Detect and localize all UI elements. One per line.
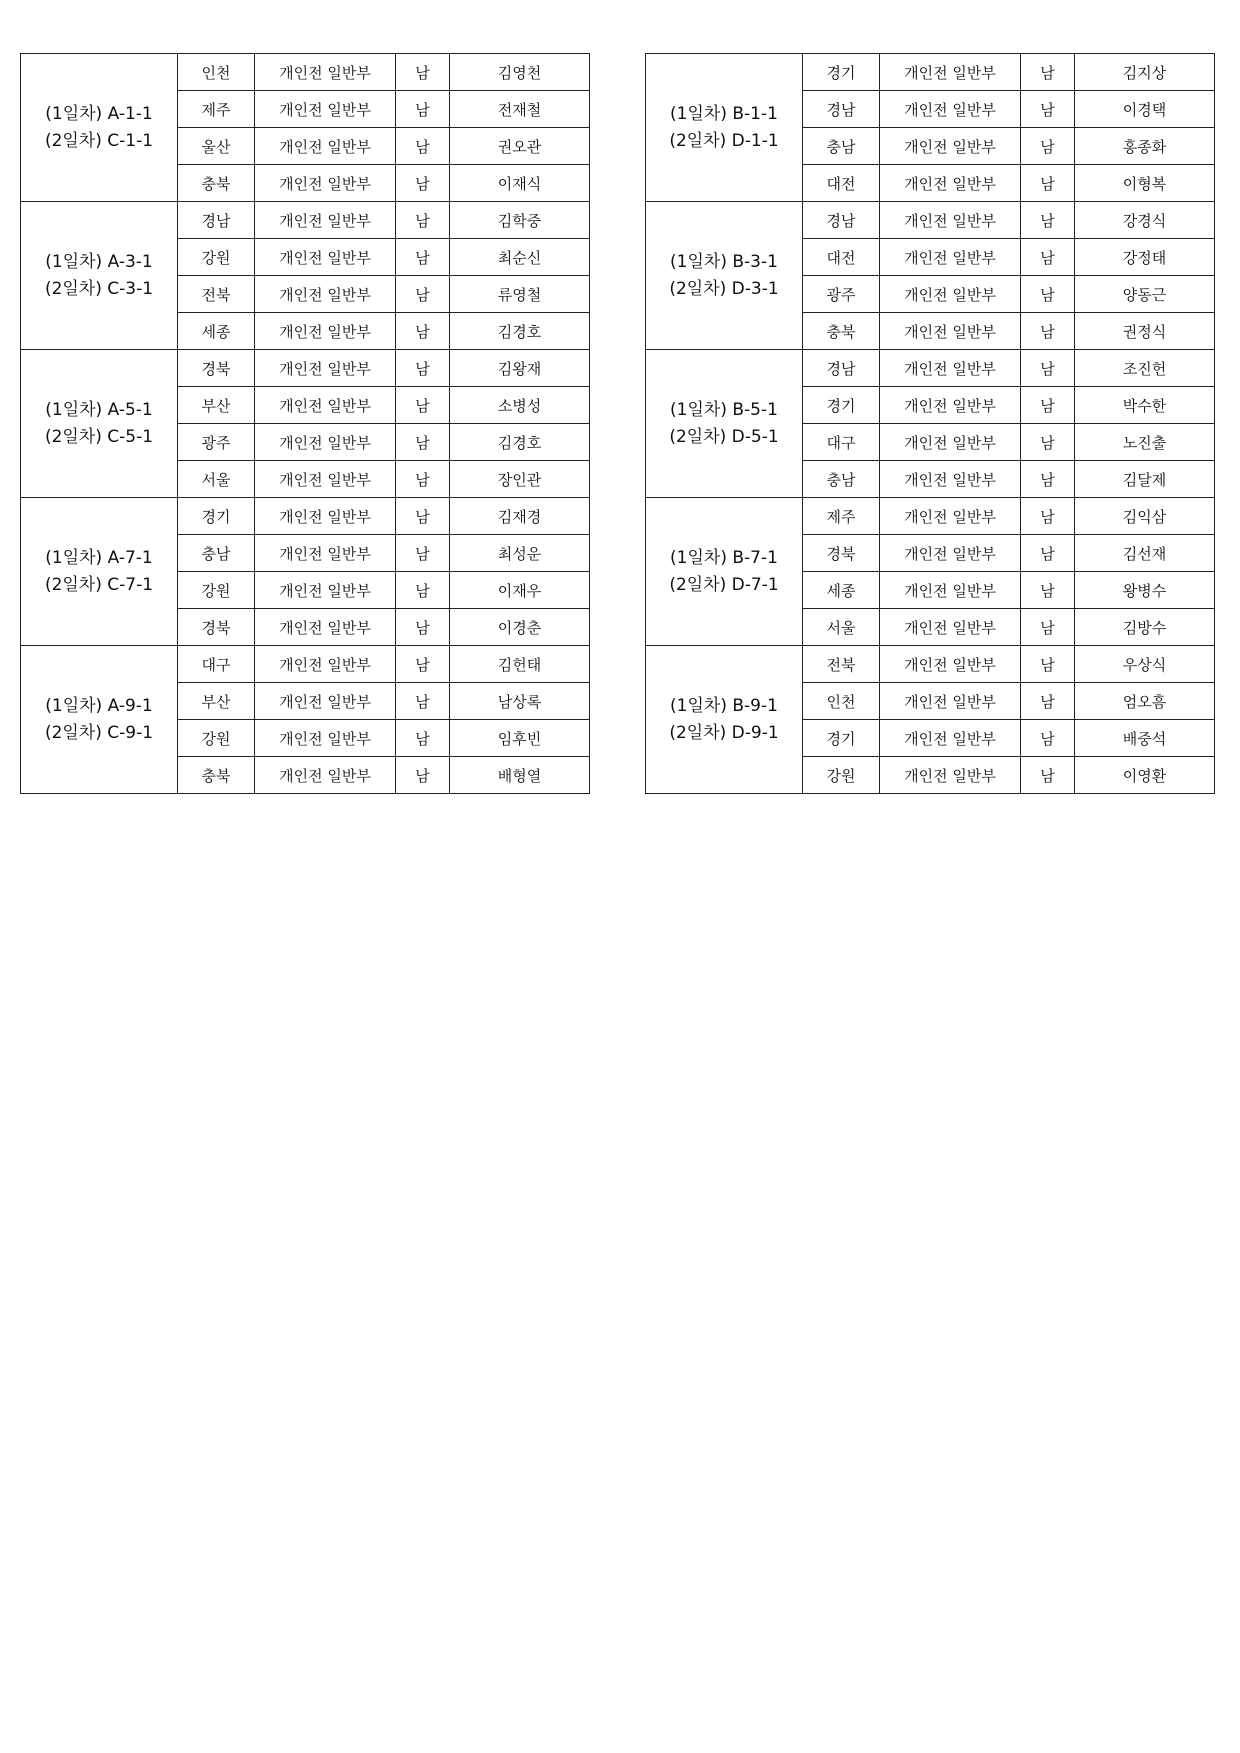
- player-name-cell: 장인관: [450, 461, 590, 498]
- gender-cell: 남: [1021, 498, 1075, 535]
- event-cell: 개인전 일반부: [255, 239, 396, 276]
- player-name-cell: 전재철: [450, 91, 590, 128]
- day2-match-code: (2일차) C-7-1: [44, 574, 154, 595]
- table-row: [21, 202, 590, 239]
- day2-match-code: (2일차) D-9-1: [669, 722, 779, 743]
- player-name-cell: 최순신: [450, 239, 590, 276]
- player-name-cell: 이경춘: [450, 609, 590, 646]
- event-cell: 개인전 일반부: [255, 128, 396, 165]
- gender-cell: 남: [396, 239, 450, 276]
- left-bracket-body: [21, 54, 590, 794]
- gender-cell: 남: [1021, 646, 1075, 683]
- region-cell: 경북: [178, 609, 255, 646]
- gender-cell: 남: [1021, 461, 1075, 498]
- region-cell: 제주: [178, 91, 255, 128]
- player-name-cell: 김익삼: [1075, 498, 1215, 535]
- day1-match-code: (1일차) A-5-1: [45, 399, 153, 420]
- gender-cell: 남: [396, 572, 450, 609]
- gender-cell: 남: [1021, 165, 1075, 202]
- player-name-cell: 김경호: [450, 424, 590, 461]
- region-cell: 경기: [803, 720, 880, 757]
- region-cell: 경기: [178, 498, 255, 535]
- table-row: [21, 350, 590, 387]
- gender-cell: 남: [396, 202, 450, 239]
- region-cell: 인천: [803, 683, 880, 720]
- match-group-cell: [21, 350, 178, 498]
- player-name-cell: 임후빈: [450, 720, 590, 757]
- day1-match-code: (1일차) A-1-1: [45, 103, 153, 124]
- event-cell: 개인전 일반부: [255, 609, 396, 646]
- player-name-cell: 류영철: [450, 276, 590, 313]
- event-cell: 개인전 일반부: [255, 572, 396, 609]
- gender-cell: 남: [1021, 683, 1075, 720]
- table-row: [646, 202, 1215, 239]
- gender-cell: 남: [1021, 313, 1075, 350]
- gender-cell: 남: [396, 720, 450, 757]
- player-name-cell: 이재식: [450, 165, 590, 202]
- region-cell: 경남: [803, 91, 880, 128]
- event-cell: 개인전 일반부: [880, 202, 1021, 239]
- event-cell: 개인전 일반부: [880, 424, 1021, 461]
- event-cell: 개인전 일반부: [880, 54, 1021, 91]
- day1-match-code: (1일차) A-7-1: [45, 547, 153, 568]
- region-cell: 충북: [178, 165, 255, 202]
- event-cell: 개인전 일반부: [880, 128, 1021, 165]
- match-group-cell: [646, 498, 803, 646]
- region-cell: 대구: [178, 646, 255, 683]
- player-name-cell: 배형열: [450, 757, 590, 794]
- region-cell: 광주: [178, 424, 255, 461]
- player-name-cell: 배중석: [1075, 720, 1215, 757]
- region-cell: 서울: [178, 461, 255, 498]
- event-cell: 개인전 일반부: [880, 720, 1021, 757]
- player-name-cell: 김달제: [1075, 461, 1215, 498]
- region-cell: 강원: [803, 757, 880, 794]
- event-cell: 개인전 일반부: [880, 683, 1021, 720]
- player-name-cell: 권정식: [1075, 313, 1215, 350]
- player-name-cell: 최성운: [450, 535, 590, 572]
- region-cell: 경남: [803, 350, 880, 387]
- day1-match-code: (1일차) B-7-1: [670, 547, 778, 568]
- region-cell: 경남: [178, 202, 255, 239]
- region-cell: 부산: [178, 387, 255, 424]
- region-cell: 광주: [803, 276, 880, 313]
- event-cell: 개인전 일반부: [880, 757, 1021, 794]
- region-cell: 강원: [178, 239, 255, 276]
- gender-cell: 남: [1021, 609, 1075, 646]
- table-row: [646, 646, 1215, 683]
- region-cell: 충남: [803, 461, 880, 498]
- player-name-cell: 김선재: [1075, 535, 1215, 572]
- region-cell: 대전: [803, 165, 880, 202]
- gender-cell: 남: [1021, 54, 1075, 91]
- gender-cell: 남: [396, 609, 450, 646]
- player-name-cell: 김학중: [450, 202, 590, 239]
- event-cell: 개인전 일반부: [255, 683, 396, 720]
- player-name-cell: 이경택: [1075, 91, 1215, 128]
- event-cell: 개인전 일반부: [255, 387, 396, 424]
- gender-cell: 남: [396, 165, 450, 202]
- gender-cell: 남: [396, 276, 450, 313]
- player-name-cell: 김방수: [1075, 609, 1215, 646]
- gender-cell: 남: [396, 313, 450, 350]
- player-name-cell: 김지상: [1075, 54, 1215, 91]
- gender-cell: 남: [1021, 202, 1075, 239]
- right-bracket-body: [646, 54, 1215, 794]
- player-name-cell: 이재우: [450, 572, 590, 609]
- gender-cell: 남: [1021, 424, 1075, 461]
- region-cell: 전북: [178, 276, 255, 313]
- gender-cell: 남: [396, 387, 450, 424]
- region-cell: 전북: [803, 646, 880, 683]
- region-cell: 충남: [803, 128, 880, 165]
- gender-cell: 남: [396, 91, 450, 128]
- player-name-cell: 소병성: [450, 387, 590, 424]
- event-cell: 개인전 일반부: [880, 609, 1021, 646]
- region-cell: 강원: [178, 572, 255, 609]
- event-cell: 개인전 일반부: [880, 387, 1021, 424]
- gender-cell: 남: [1021, 350, 1075, 387]
- event-cell: 개인전 일반부: [880, 535, 1021, 572]
- player-name-cell: 이영환: [1075, 757, 1215, 794]
- match-group-cell: [21, 202, 178, 350]
- day1-match-code: (1일차) B-1-1: [670, 103, 778, 124]
- day1-match-code: (1일차) A-9-1: [45, 695, 153, 716]
- region-cell: 서울: [803, 609, 880, 646]
- day1-match-code: (1일차) A-3-1: [45, 251, 153, 272]
- table-row: [21, 498, 590, 535]
- event-cell: 개인전 일반부: [255, 202, 396, 239]
- gender-cell: 남: [1021, 572, 1075, 609]
- match-group-cell: [21, 54, 178, 202]
- player-name-cell: 김왕재: [450, 350, 590, 387]
- region-cell: 경기: [803, 54, 880, 91]
- gender-cell: 남: [396, 54, 450, 91]
- gender-cell: 남: [1021, 720, 1075, 757]
- player-name-cell: 강정태: [1075, 239, 1215, 276]
- event-cell: 개인전 일반부: [880, 646, 1021, 683]
- player-name-cell: 노진출: [1075, 424, 1215, 461]
- day2-match-code: (2일차) D-5-1: [669, 426, 779, 447]
- gender-cell: 남: [1021, 387, 1075, 424]
- event-cell: 개인전 일반부: [255, 54, 396, 91]
- match-group-cell: [646, 646, 803, 794]
- region-cell: 충북: [178, 757, 255, 794]
- event-cell: 개인전 일반부: [255, 276, 396, 313]
- player-name-cell: 김경호: [450, 313, 590, 350]
- player-name-cell: 홍종화: [1075, 128, 1215, 165]
- gender-cell: 남: [396, 424, 450, 461]
- region-cell: 인천: [178, 54, 255, 91]
- region-cell: 경북: [803, 535, 880, 572]
- event-cell: 개인전 일반부: [880, 498, 1021, 535]
- event-cell: 개인전 일반부: [255, 720, 396, 757]
- region-cell: 경기: [803, 387, 880, 424]
- gender-cell: 남: [1021, 128, 1075, 165]
- event-cell: 개인전 일반부: [880, 239, 1021, 276]
- player-name-cell: 김헌태: [450, 646, 590, 683]
- day2-match-code: (2일차) D-3-1: [669, 278, 779, 299]
- gender-cell: 남: [396, 535, 450, 572]
- event-cell: 개인전 일반부: [880, 91, 1021, 128]
- region-cell: 경남: [803, 202, 880, 239]
- day1-match-code: (1일차) B-5-1: [670, 399, 778, 420]
- day2-match-code: (2일차) D-1-1: [669, 130, 779, 151]
- player-name-cell: 박수한: [1075, 387, 1215, 424]
- gender-cell: 남: [396, 498, 450, 535]
- event-cell: 개인전 일반부: [255, 91, 396, 128]
- gender-cell: 남: [1021, 239, 1075, 276]
- player-name-cell: 양동근: [1075, 276, 1215, 313]
- region-cell: 울산: [178, 128, 255, 165]
- region-cell: 충남: [178, 535, 255, 572]
- event-cell: 개인전 일반부: [880, 461, 1021, 498]
- gender-cell: 남: [1021, 757, 1075, 794]
- event-cell: 개인전 일반부: [255, 535, 396, 572]
- region-cell: 충북: [803, 313, 880, 350]
- player-name-cell: 왕병수: [1075, 572, 1215, 609]
- player-name-cell: 조진헌: [1075, 350, 1215, 387]
- event-cell: 개인전 일반부: [880, 572, 1021, 609]
- event-cell: 개인전 일반부: [255, 350, 396, 387]
- table-row: [21, 54, 590, 91]
- event-cell: 개인전 일반부: [255, 313, 396, 350]
- day2-match-code: (2일차) C-9-1: [44, 722, 154, 743]
- gender-cell: 남: [396, 350, 450, 387]
- match-group-cell: [646, 202, 803, 350]
- day2-match-code: (2일차) D-7-1: [669, 574, 779, 595]
- table-row: [646, 350, 1215, 387]
- table-row: [646, 54, 1215, 91]
- gender-cell: 남: [1021, 276, 1075, 313]
- event-cell: 개인전 일반부: [880, 276, 1021, 313]
- event-cell: 개인전 일반부: [880, 350, 1021, 387]
- day2-match-code: (2일차) C-1-1: [44, 130, 154, 151]
- player-name-cell: 김영천: [450, 54, 590, 91]
- gender-cell: 남: [396, 461, 450, 498]
- event-cell: 개인전 일반부: [255, 757, 396, 794]
- match-group-cell: [646, 350, 803, 498]
- event-cell: 개인전 일반부: [880, 165, 1021, 202]
- region-cell: 대구: [803, 424, 880, 461]
- gender-cell: 남: [1021, 535, 1075, 572]
- day2-match-code: (2일차) C-3-1: [44, 278, 154, 299]
- player-name-cell: 우상식: [1075, 646, 1215, 683]
- player-name-cell: 권오관: [450, 128, 590, 165]
- region-cell: 경북: [178, 350, 255, 387]
- player-name-cell: 이형복: [1075, 165, 1215, 202]
- player-name-cell: 엄오흠: [1075, 683, 1215, 720]
- region-cell: 대전: [803, 239, 880, 276]
- match-group-cell: [21, 498, 178, 646]
- right-bracket-table: [645, 53, 1215, 794]
- region-cell: 세종: [178, 313, 255, 350]
- event-cell: 개인전 일반부: [255, 498, 396, 535]
- event-cell: 개인전 일반부: [255, 424, 396, 461]
- left-bracket-table: [20, 53, 590, 794]
- player-name-cell: 김재경: [450, 498, 590, 535]
- gender-cell: 남: [396, 757, 450, 794]
- region-cell: 제주: [803, 498, 880, 535]
- region-cell: 세종: [803, 572, 880, 609]
- gender-cell: 남: [396, 683, 450, 720]
- event-cell: 개인전 일반부: [255, 165, 396, 202]
- table-row: [21, 646, 590, 683]
- table-row: [646, 498, 1215, 535]
- event-cell: 개인전 일반부: [255, 646, 396, 683]
- gender-cell: 남: [396, 128, 450, 165]
- gender-cell: 남: [1021, 91, 1075, 128]
- match-group-cell: [646, 54, 803, 202]
- event-cell: 개인전 일반부: [880, 313, 1021, 350]
- event-cell: 개인전 일반부: [255, 461, 396, 498]
- match-group-cell: [21, 646, 178, 794]
- day1-match-code: (1일차) B-9-1: [670, 695, 778, 716]
- region-cell: 부산: [178, 683, 255, 720]
- region-cell: 강원: [178, 720, 255, 757]
- day2-match-code: (2일차) C-5-1: [44, 426, 154, 447]
- player-name-cell: 강경식: [1075, 202, 1215, 239]
- player-name-cell: 남상록: [450, 683, 590, 720]
- day1-match-code: (1일차) B-3-1: [670, 251, 778, 272]
- gender-cell: 남: [396, 646, 450, 683]
